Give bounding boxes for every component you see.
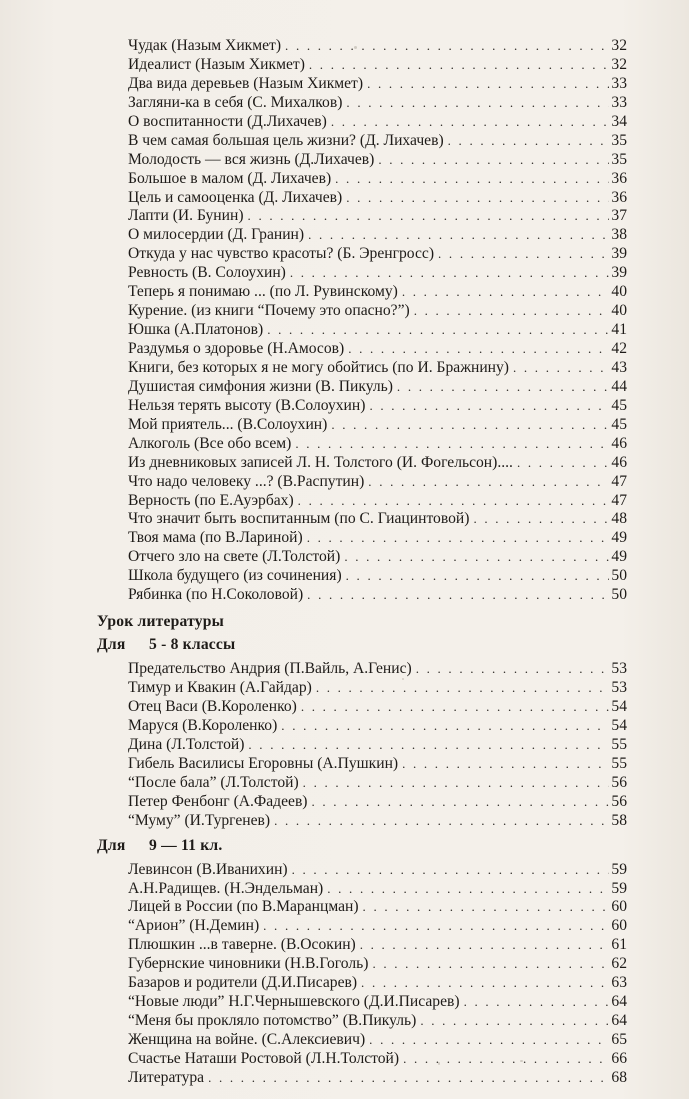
toc-entry-title: “Арион” (Н.Демин) [128,917,260,935]
toc-entry-title: Отчего зло на свете (Л.Толстой) [128,548,341,566]
dot-leader [331,416,609,435]
toc-entry-page-number: 63 [611,974,627,992]
toc-section-main [0,37,689,605]
dot-leader [348,340,609,359]
toc-entry [128,226,627,245]
toc-entry [128,321,627,340]
toc-entry-page-number: 34 [611,112,627,130]
toc-entry-page-number: 59 [611,860,627,878]
toc-entry-title: Предательство Андрия (П.Вайль, А.Генис) [128,660,412,678]
toc-entry [128,1012,627,1031]
toc-entry-title: Теперь я понимаю ... (по Л. Рувинскому) [128,283,398,301]
dot-leader [307,586,609,605]
toc-entry [128,416,627,435]
toc-entry [128,955,627,974]
toc-entry [128,736,627,755]
dot-leader [295,435,609,454]
toc-entry-page-number: 45 [611,396,627,414]
dot-leader [298,492,610,511]
group-heading-grades: 9 — 11 кл. [149,836,223,854]
group-heading-grades: 5 - 8 классы [149,636,236,654]
toc-entry [128,717,627,736]
toc-entry-title: Маруся (В.Короленко) [128,716,278,734]
toc-entry-page-number: 42 [611,340,627,357]
toc-entry-title: Дина (Л.Толстой) [128,735,245,753]
toc-entry [128,698,627,717]
dot-leader [308,226,609,245]
toc-entry-page-number: 37 [611,207,627,225]
toc-entry-page-number: 53 [611,679,627,697]
toc-entry-page-number: 61 [611,936,627,954]
dot-leader [274,812,609,831]
dot-leader [312,793,610,812]
toc-entry-title: Плюшкин ...в таверне. (В.Осокин) [128,936,356,954]
toc-entry [128,94,627,113]
toc-entry-page-number: 49 [611,548,627,566]
dot-leader [360,936,610,955]
toc-entry [128,207,627,226]
dot-leader [513,359,609,378]
toc-entry-title: Что значит быть воспитанным (по С. Гиацинтовой) [128,510,470,528]
dot-leader [420,1012,609,1031]
toc-entry [128,37,627,56]
dot-leader [301,698,610,717]
toc-entry-title: Из дневниковых записей Л. Н. Толстого (И. Фогельсон).... [128,453,513,471]
toc-entry-title: “Новые люди” Н.Г.Чернышевского (Д.И.Писарев) [128,993,460,1011]
dot-leader [335,170,609,189]
toc-entry [128,1050,627,1069]
toc-entry [128,993,627,1012]
toc-entry-page-number: 44 [611,377,627,395]
group-heading-for: Для [97,636,126,654]
dot-leader [372,955,609,974]
toc-entry [128,264,627,283]
dot-leader [267,321,609,340]
toc-group-9-11 [0,861,689,1088]
table-of-contents [0,37,689,1088]
dot-leader [248,207,610,226]
toc-entry-page-number: 59 [611,879,627,897]
dot-leader [363,898,610,917]
toc-entry-page-number: 50 [611,586,627,604]
dot-leader [402,755,609,774]
dot-leader [285,37,609,56]
toc-entry-page-number: 45 [611,415,627,433]
toc-entry [128,936,627,955]
dot-leader [303,774,610,793]
paper-speck [402,678,404,680]
toc-entry-page-number: 32 [611,37,627,54]
toc-entry-title: Чудак (Назым Хикмет) [128,37,282,54]
toc-entry [128,492,627,511]
toc-entry-page-number: 53 [611,660,627,678]
toc-entry [128,454,627,473]
dot-leader [402,283,610,302]
dot-leader [316,679,610,698]
toc-entry-title: Ревность (В. Солоухин) [128,264,286,282]
dot-leader [397,378,609,397]
toc-entry-page-number: 46 [611,453,627,471]
toc-entry [128,435,627,454]
section-heading-lesson [97,611,689,633]
toc-entry [128,679,627,698]
toc-entry [128,1069,627,1088]
toc-entry-title: Гибель Василисы Егоровны (А.Пушкин) [128,754,399,772]
toc-entry-title: Женщина на войне. (С.Алексиевич) [128,1031,366,1048]
toc-entry-title: Книги, без которых я не могу обойтись (по И. Бражнину) [128,358,509,376]
dot-leader [346,567,610,586]
toc-entry-page-number: 46 [611,434,627,452]
toc-entry-page-number: 60 [611,917,627,935]
toc-entry-title: Душистая симфония жизни (В. Пикуль) [128,377,393,395]
toc-entry-title: Литература [128,1068,205,1086]
toc-entry [128,755,627,774]
toc-entry-title: А.Н.Радищев. (Н.Эндельман) [128,879,324,897]
toc-entry [128,302,627,321]
dot-leader [346,94,609,113]
toc-entry-title: Лицей в России (по В.Маранцман) [128,898,359,916]
toc-entry-title: Большое в малом (Д. Лихачев) [128,169,332,187]
dot-leader [416,660,610,679]
toc-entry [128,898,627,917]
toc-entry-page-number: 35 [611,150,627,168]
toc-entry-page-number: 65 [611,1031,627,1048]
toc-entry-page-number: 33 [611,93,627,111]
toc-entry-title: Два вида деревьев (Назым Хикмет) [128,74,364,92]
dot-leader [346,189,609,208]
toc-entry [128,880,627,899]
toc-entry-title: Губернские чиновники (Н.В.Гоголь) [128,955,369,973]
toc-entry-page-number: 39 [611,245,627,263]
toc-entry-title: Алкоголь (Все обо всем) [128,434,292,452]
toc-entry-title: Раздумья о здоровье (Н.Амосов) [128,340,345,357]
toc-entry [128,861,627,880]
toc-entry-page-number: 36 [611,169,627,187]
toc-entry-title: Верность (по Е.Ауэрбах) [128,491,294,509]
dot-leader [263,917,609,936]
toc-entry [128,567,627,586]
toc-entry-title: Откуда у нас чувство красоты? (Б. Эренгросс) [128,245,435,263]
toc-group-5-8 [0,660,689,830]
toc-entry-title: Курение. (из книги “Почему это опасно?”) [128,302,410,320]
dot-leader [473,510,609,529]
toc-entry-page-number: 56 [611,792,627,810]
toc-entry [128,812,627,831]
dot-leader [248,736,609,755]
toc-entry [128,170,627,189]
dot-leader [331,113,610,132]
toc-entry [128,245,627,264]
toc-entry-title: Нельзя терять высоту (В.Солоухин) [128,396,366,414]
toc-entry-page-number: 62 [611,955,627,973]
toc-entry-page-number: 36 [611,188,627,206]
toc-entry [128,586,627,605]
toc-entry-page-number: 60 [611,898,627,916]
toc-entry-page-number: 58 [611,811,627,829]
toc-entry [128,189,627,208]
toc-entry-title: Загляни-ка в себя (С. Михалков) [128,93,343,111]
toc-entry-title: Счастье Наташи Ростовой (Л.Н.Толстой) [128,1049,400,1067]
toc-entry [128,397,627,416]
toc-entry-page-number: 49 [611,529,627,547]
toc-entry [128,510,627,529]
toc-entry [128,113,627,132]
toc-entry [128,660,627,679]
toc-entry [128,548,627,567]
dot-leader [517,454,609,473]
toc-entry-page-number: 40 [611,302,627,320]
group-heading-grades-5-8 [97,634,689,656]
toc-entry-page-number: 50 [611,567,627,585]
toc-entry-page-number: 64 [611,993,627,1011]
dot-leader [344,548,609,567]
toc-entry-page-number: 54 [611,698,627,715]
toc-entry-page-number: 39 [611,264,627,282]
toc-entry [128,56,627,75]
dot-leader [369,1031,609,1050]
toc-entry-page-number: 55 [611,735,627,753]
toc-entry-title: Рябинка (по Н.Соколовой) [128,586,304,604]
paper-speck [520,1060,523,1062]
toc-entry-title: “Муму” (И.Тургенев) [128,811,271,829]
toc-entry-page-number: 66 [611,1049,627,1067]
toc-entry [128,473,627,492]
dot-leader [327,880,609,899]
toc-entry-title: “Меня бы прокляло потомство” (В.Пикуль) [128,1012,417,1030]
toc-entry-page-number: 33 [611,74,627,92]
toc-entry-title: Левинсон (В.Иванихин) [128,860,288,878]
toc-entry-page-number: 56 [611,773,627,791]
dot-leader [378,151,609,170]
dot-leader [361,974,609,993]
toc-entry-page-number: 35 [611,131,627,149]
group-heading-grades-9-11 [97,835,689,857]
toc-entry-title: Мой приятель... (В.Солоухин) [128,415,328,433]
toc-entry [128,151,627,170]
toc-entry-title: Петер Фенбонг (А.Фадеев) [128,792,308,810]
toc-entry [128,774,627,793]
toc-entry-title: Молодость — вся жизнь (Д.Лихачев) [128,150,375,168]
toc-entry-title: Базаров и родители (Д.И.Писарев) [128,974,358,992]
toc-entry-page-number: 43 [611,358,627,376]
paper-speck [354,46,357,49]
group-heading-for: Для [97,836,126,854]
toc-entry [128,340,627,359]
toc-entry-title: Школа будущего (из сочинения) [128,567,342,585]
toc-entry [128,793,627,812]
paper-speck [438,1062,440,1065]
dot-leader [368,473,609,492]
dot-leader [448,132,610,151]
toc-entry-page-number: 54 [611,716,627,734]
dot-leader [367,75,609,94]
toc-entry-title: Юшка (А.Платонов) [128,321,264,339]
toc-entry [128,529,627,548]
toc-entry-title: О воспитанности (Д.Лихачев) [128,112,327,130]
dot-leader [309,56,610,75]
toc-entry-page-number: 40 [611,283,627,301]
toc-entry-title: Тимур и Квакин (А.Гайдар) [128,679,312,697]
toc-entry [128,917,627,936]
toc-entry [128,359,627,378]
toc-entry-title: Цель и самооценка (Д. Лихачев) [128,188,343,206]
toc-entry [128,378,627,397]
toc-entry-page-number: 47 [611,472,627,490]
section-heading-lesson-text: Урок литературы [97,613,224,631]
dot-leader [208,1069,609,1088]
toc-entry-page-number: 64 [611,1012,627,1030]
toc-entry-title: “После бала” (Л.Толстой) [128,773,299,791]
dot-leader [414,302,610,321]
toc-entry-page-number: 68 [611,1068,627,1086]
toc-entry-title: О милосердии (Д. Гранин) [128,226,305,244]
toc-entry [128,283,627,302]
dot-leader [281,717,609,736]
dot-leader [464,993,610,1012]
toc-entry [128,132,627,151]
toc-entry [128,974,627,993]
dot-leader [292,861,610,880]
toc-entry-title: В чем самая большая цель жизни? (Д. Лихачев) [128,131,444,149]
toc-entry-page-number: 38 [611,226,627,244]
toc-entry [128,75,627,94]
dot-leader [307,529,610,548]
dot-leader [403,1050,609,1069]
dot-leader [369,397,609,416]
toc-entry-page-number: 32 [611,55,627,73]
toc-entry-title: Лапти (И. Бунин) [128,207,244,225]
toc-entry-title: Идеалист (Назым Хикмет) [128,55,305,73]
dot-leader [438,245,609,264]
toc-entry-page-number: 55 [611,754,627,772]
toc-entry-page-number: 47 [611,491,627,509]
toc-entry-title: Твоя мама (по В.Лариной) [128,529,303,547]
toc-entry-page-number: 41 [611,321,627,339]
dot-leader [290,264,610,283]
toc-entry-page-number: 48 [611,510,627,528]
toc-entry-title: Отец Васи (В.Короленко) [128,698,297,715]
toc-entry-title: Что надо человеку ...? (В.Распутин) [128,472,365,490]
toc-entry [128,1031,627,1050]
